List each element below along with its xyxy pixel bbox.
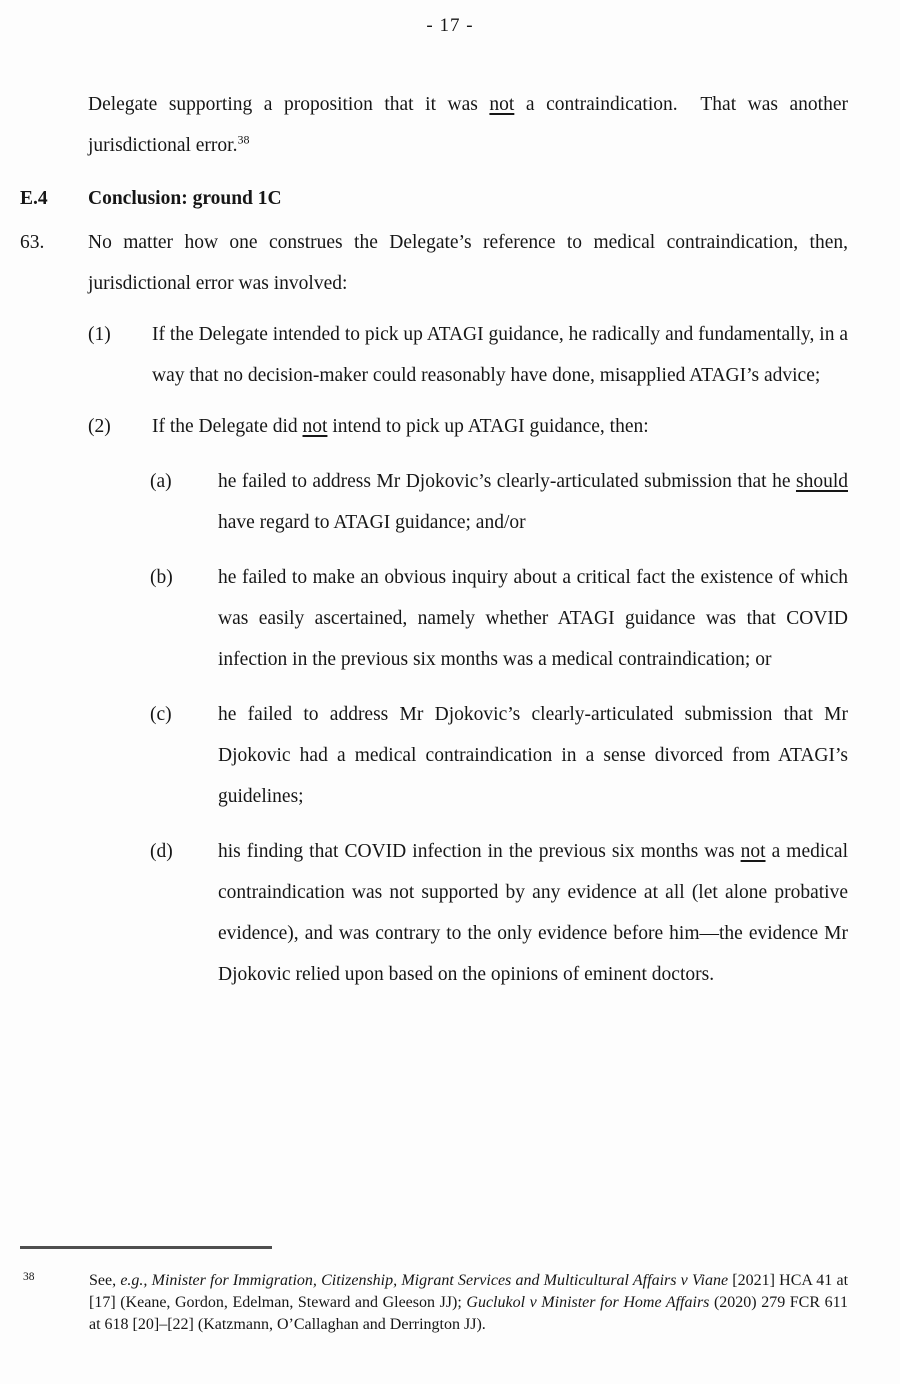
list-marker: (b) — [150, 567, 173, 588]
footnote-number: 38 — [23, 1271, 35, 1283]
section-title: Conclusion: ground 1C — [88, 188, 282, 209]
underlined-word: not — [302, 416, 328, 437]
paragraph-text: No matter how one construes the Delegate’s reference to medical contraindication, then, jurisdictional error was involved: — [88, 232, 848, 294]
footnote-reference-38: 38 — [237, 132, 250, 147]
list-marker: (a) — [150, 471, 172, 492]
list-item-text: If the Delegate intended to pick up ATAGI guidance, he radically and fundamentally, in a way that no decision-maker could reasonably have done, misapplied ATAGI’s advice; — [152, 324, 848, 386]
list-item-text: he failed to address Mr Djokovic’s clearly-articulated submission that Mr Djokovic had a medical contraindication in a sense divorced from ATAGI’s guidelines; — [218, 704, 848, 807]
footnote-block — [20, 1246, 848, 1336]
list-item-text: his finding that COVID infection in the previous six months was not a medical contraindication was not supported by any evidence at all (let alone probative evidence), and was contrary to the only evidence before him—the evidence Mr Djokovic relied upon based on the opinions of eminent doctors. — [218, 841, 848, 985]
italic-case-name: Guclukol v Minister for Home Affairs — [466, 1294, 710, 1311]
list-item-text: he failed to address Mr Djokovic’s clearly-articulated submission that he should have regard to ATAGI guidance; and/or — [218, 471, 848, 533]
italic-citation: e.g., — [120, 1272, 152, 1289]
list-item-text: If the Delegate did not intend to pick up ATAGI guidance, then: — [152, 416, 649, 437]
underlined-word: should — [795, 471, 848, 492]
list-item-2 — [88, 406, 848, 447]
list-item-a — [150, 461, 848, 543]
list-item-c — [150, 694, 848, 817]
list-marker: (1) — [88, 324, 111, 345]
footnote-separator — [20, 1246, 272, 1249]
paragraph-63 — [20, 222, 848, 304]
section-number: E.4 — [20, 188, 48, 209]
document-body — [20, 84, 848, 995]
underlined-word: not — [489, 94, 515, 115]
paragraph-number: 63. — [20, 232, 45, 253]
italic-case-name: Minister for Immigration, Citizenship, Migrant Services and Multicultural Affairs v Viane — [151, 1272, 729, 1289]
underlined-word: not — [740, 841, 766, 862]
list-item-1 — [88, 314, 848, 396]
section-heading — [20, 184, 848, 214]
continuation-paragraph — [88, 84, 848, 166]
footnote-text: See, e.g., Minister for Immigration, Citizenship, Migrant Services and Multicultural Affairs v Viane [2021] HCA 41 at [17] (Keane, Gordon, Edelman, Steward and Gleeson JJ); Guclukol v Minister for Home Affairs (2020) 279 FCR 611 at 618 [20]–[22] (Katzmann, O’Callaghan and Derrington JJ). — [89, 1272, 849, 1333]
paragraph-text: a contraindication. That was another jurisdictional error. — [88, 94, 848, 156]
list-marker: (2) — [88, 416, 111, 437]
paragraph-text: Delegate supporting a proposition that it was — [88, 94, 490, 115]
list-marker: (c) — [150, 704, 172, 725]
list-item-d — [150, 831, 848, 995]
list-marker: (d) — [150, 841, 173, 862]
page-number: - 17 - — [426, 15, 474, 36]
list-item-text: he failed to make an obvious inquiry about a critical fact the existence of which was easily ascertained, namely whether ATAGI guidance was that COVID infection in the previous six months was a medical contraindication; or — [218, 567, 848, 670]
footnote-38 — [20, 1270, 848, 1336]
list-item-b — [150, 557, 848, 680]
